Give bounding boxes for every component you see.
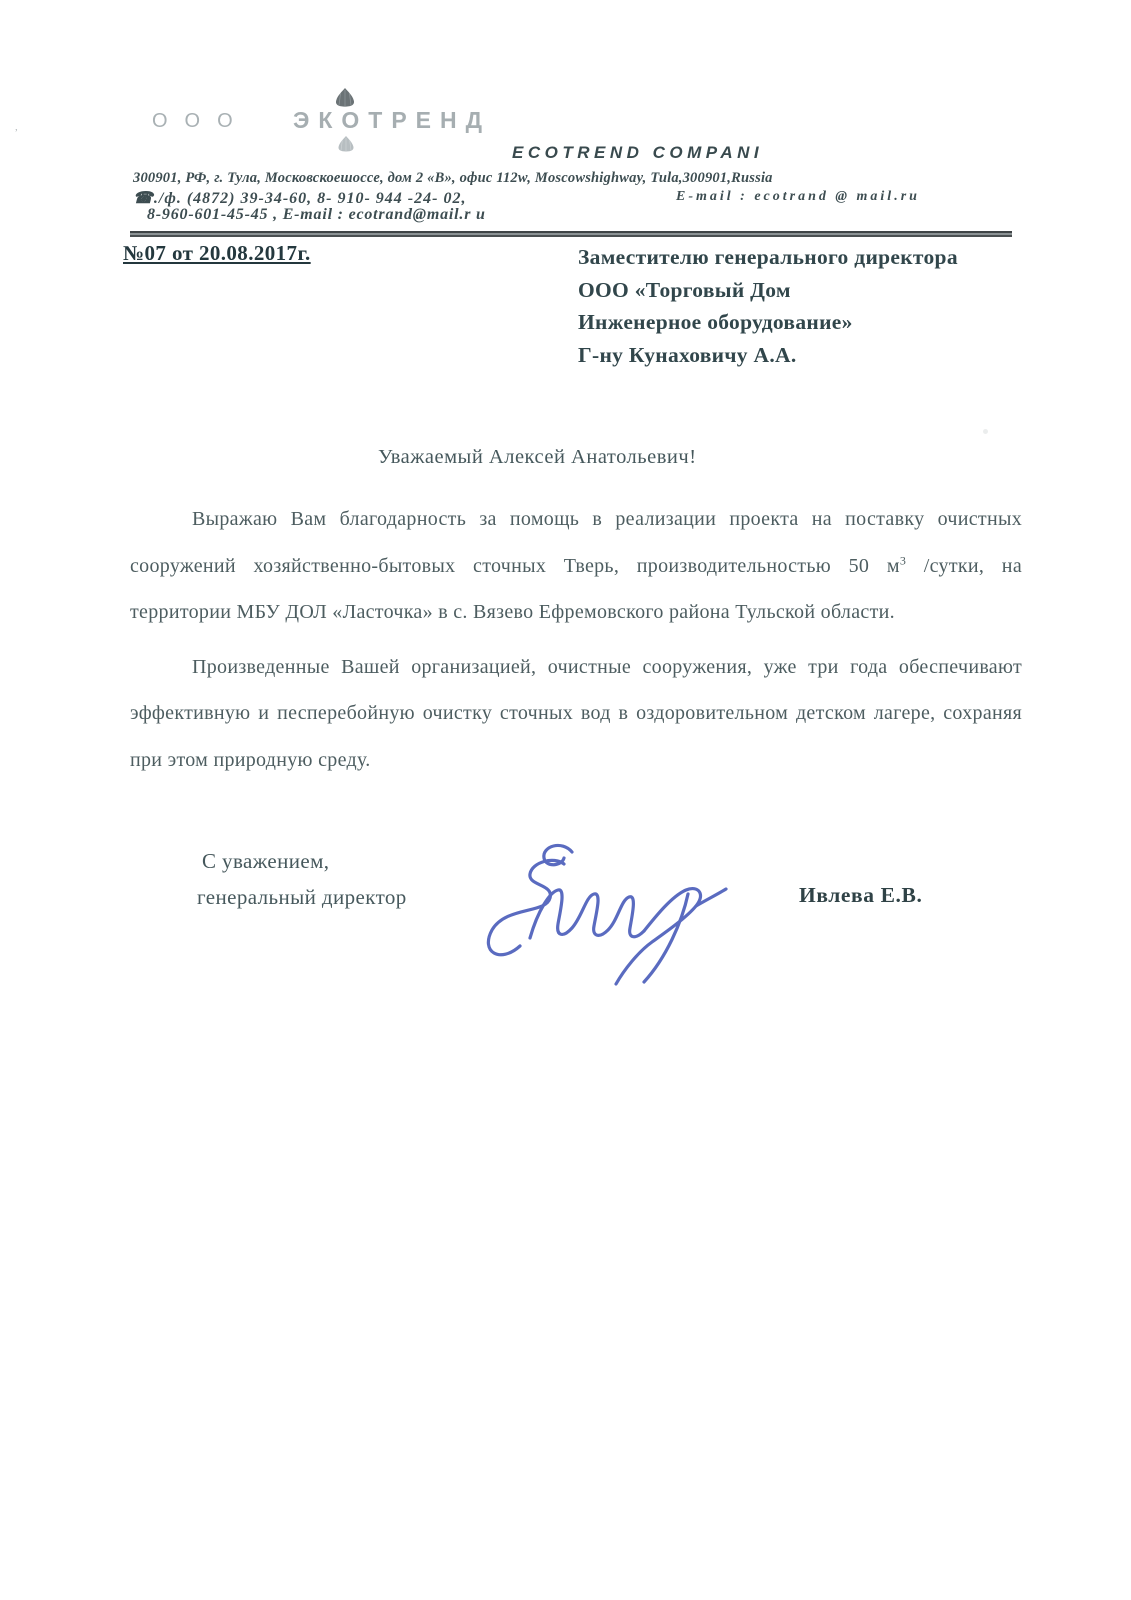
signer-name: Ивлева Е.В. bbox=[799, 883, 923, 907]
logo-company-text: ЭКОТРЕНД bbox=[293, 107, 492, 133]
recipient-line: Заместителю генерального директора bbox=[578, 245, 958, 269]
recipient-block bbox=[578, 241, 958, 371]
scan-artifact: , bbox=[15, 121, 18, 133]
reference-number-date: №07 от 20.08.2017г. bbox=[123, 241, 311, 265]
signature-image bbox=[466, 836, 736, 986]
logo-ooo-text: ООО bbox=[152, 110, 250, 132]
closing-regards: С уважением, bbox=[202, 849, 330, 873]
letter-body bbox=[130, 496, 1022, 783]
shell-icon bbox=[336, 135, 356, 152]
email-address: E-mail : ecotrand @ mail.ru bbox=[676, 189, 920, 204]
company-name-en: ECOTREND COMPANI bbox=[512, 143, 764, 162]
shell-icon bbox=[333, 87, 357, 107]
salutation: Уважаемый Алексей Анатольевич! bbox=[378, 446, 697, 468]
paragraph-2: Произведенные Вашей организацией, очистные сооружения, уже три года обеспечивают эффективную и песперебойную очистку сточных вод в оздоровительном детском лагере, сохраняя при этом природную среду. bbox=[130, 655, 1022, 771]
superscript-cubed: 3 bbox=[899, 552, 907, 567]
recipient-line: ООО «Торговый Дом bbox=[578, 277, 791, 302]
recipient-line: Г-ну Кунаховичу А.А. bbox=[578, 342, 797, 367]
scan-artifact bbox=[983, 429, 988, 434]
phone-email-line: 8-960-601-45-45 , E-mail : ecotrand@mail.r u bbox=[147, 206, 486, 223]
letterhead-divider bbox=[130, 231, 1012, 237]
paragraph-1-text: Выражаю Вам благодарность за помощь в реализации проекта на поставку очистных сооружений хозяйственно-бытовых сточных Тверь, производительностью 50 м bbox=[130, 508, 1022, 577]
paragraph-1-text: /сутки, на территории МБУ ДОЛ «Ласточка» в с. Вязево Ефремовского района Тульской области. bbox=[130, 554, 1022, 623]
paragraph-1 bbox=[130, 496, 1022, 636]
phone-fax-line: ☎./ф. (4872) 39-34-60, 8- 910- 944 -24- 02, bbox=[133, 190, 467, 207]
recipient-line: Инженерное оборудование» bbox=[578, 310, 853, 334]
closing-title: генеральный директор bbox=[197, 885, 407, 909]
company-address: 300901, РФ, г. Тула, Московскоешоссе, дом 2 «В», офис 112w, Moscowshighway, Tula,300901,Russia bbox=[133, 170, 773, 186]
